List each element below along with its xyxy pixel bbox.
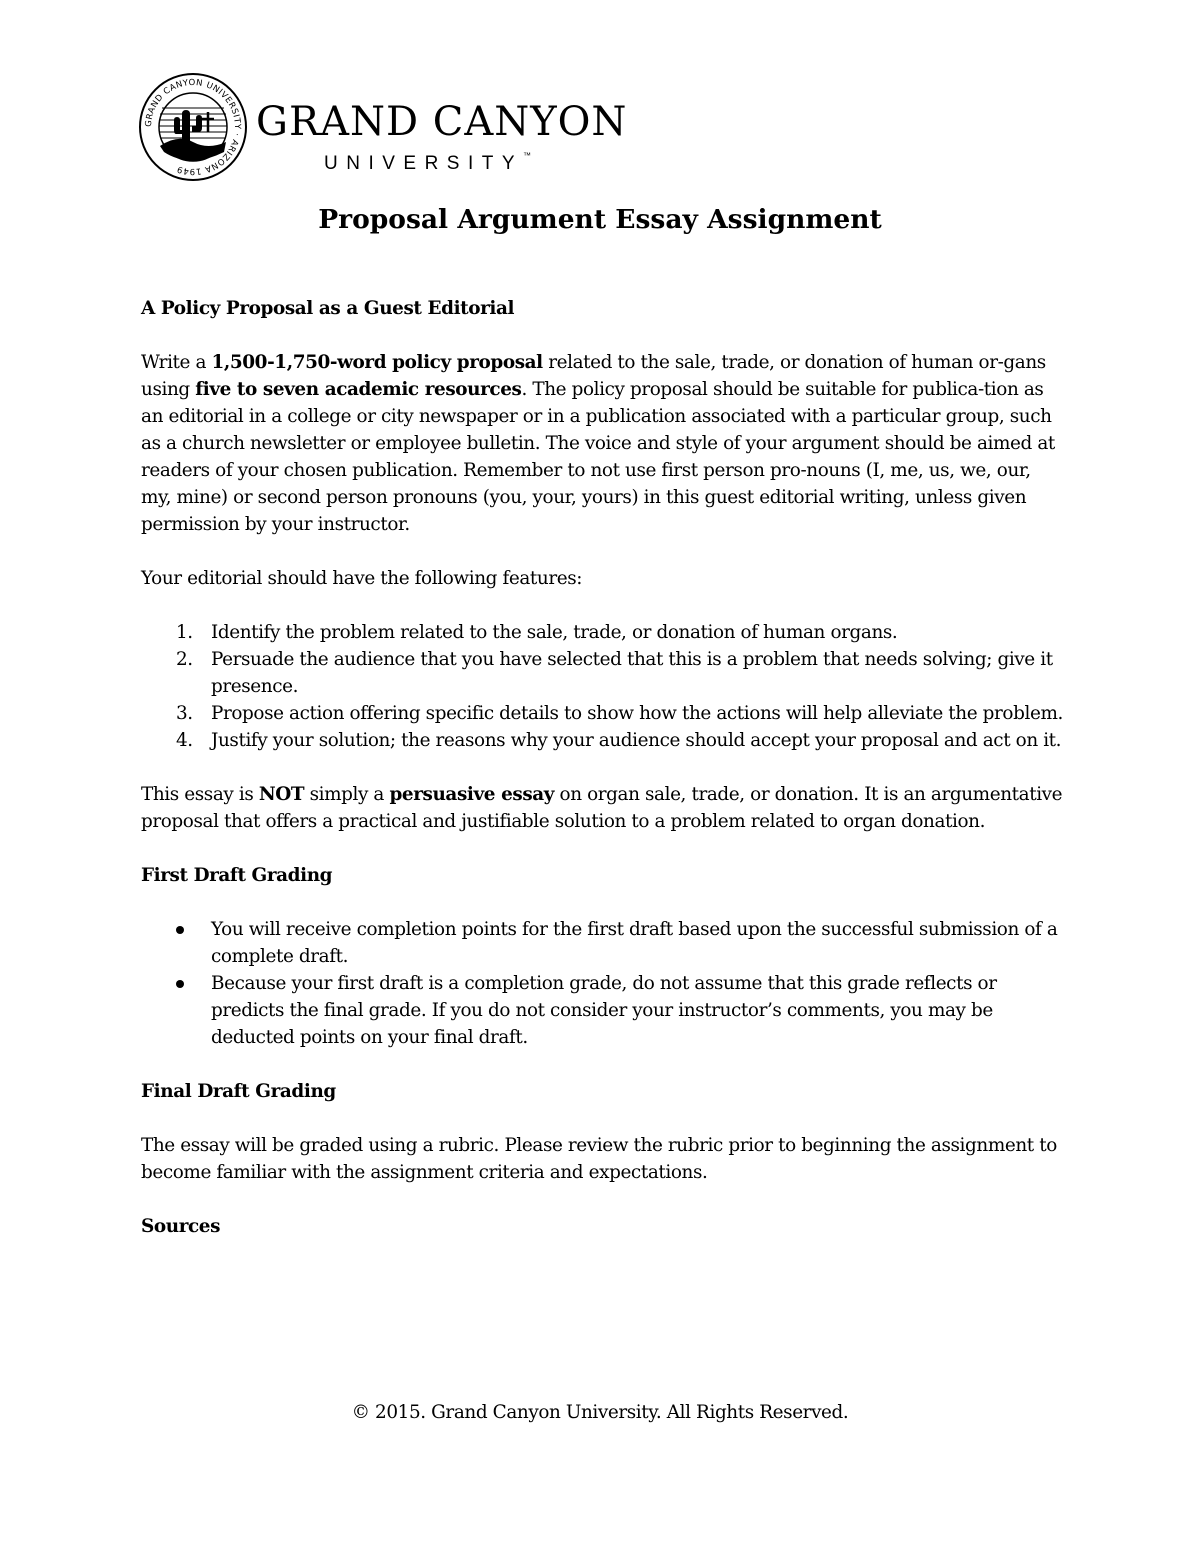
- section-heading-sources: Sources: [141, 1216, 221, 1237]
- list-item: [141, 727, 1066, 754]
- document-body: [141, 295, 1066, 1240]
- intro-text-3: . The policy proposal should be suitable for publica-tion as an editorial in a college or city newspaper or in a publication associated with a particular group, such as a church newsletter or employee bulletin. The voice and style of your argument should be aimed at readers of your chosen publication. Remember to not use first person pro-nouns (I, me, us, we, our, my, mine) or second person pronouns (you, your, yours) in this guest editorial writing, unless given permission by your instructor.: [141, 379, 1055, 535]
- intro-text-2: related to the sale, trade, or donation of human or-gans using: [141, 352, 1046, 400]
- logo-wordmark-top: GRAND CANYON: [256, 99, 628, 145]
- list-item-text: Persuade the audience that you have selected that this is a problem that needs solving; give it presence.: [211, 649, 1053, 697]
- copyright-footer: © 2015. Grand Canyon University. All Rights Reserved.: [351, 1402, 849, 1423]
- section-heading-policy-proposal: A Policy Proposal as a Guest Editorial: [141, 298, 515, 319]
- clarification-text-1: This essay is: [141, 784, 259, 805]
- section-heading-final-draft: Final Draft Grading: [141, 1081, 336, 1102]
- list-item-text: Because your first draft is a completion grade, do not assume that this grade reflects or predicts the final grade. If you do not consider your instructor’s comments, you may be deducted points on your final draft.: [211, 973, 997, 1048]
- bullet-icon: [176, 980, 184, 988]
- list-number: 3.: [176, 703, 193, 724]
- seal-text: GRAND CANYON UNIVERSITY · ARIZONA 1949: [143, 77, 243, 177]
- not-emphasis: NOT: [258, 784, 305, 805]
- list-number: 1.: [176, 622, 193, 643]
- intro-paragraph: [141, 349, 1066, 538]
- section-heading-first-draft: First Draft Grading: [141, 865, 333, 886]
- clarification-text-3: on organ sale, trade, or donation. It is an argumentative proposal that offers a practical and justifiable solution to a problem related to organ donation.: [141, 784, 1063, 832]
- trademark-symbol: ™: [523, 151, 532, 160]
- word-count-emphasis: 1,500-1,750-word policy proposal: [211, 352, 543, 373]
- essay-clarification-paragraph: [141, 781, 1066, 835]
- clarification-text-2: simply a: [304, 784, 390, 805]
- logo-wordmark-bottom: [324, 151, 532, 174]
- list-item: [141, 646, 1066, 700]
- first-draft-bullets: [141, 916, 1066, 1051]
- list-item: [141, 700, 1066, 727]
- features-list: [141, 619, 1066, 754]
- list-item: [141, 970, 1066, 1051]
- logo-university-text: UNIVERSITY: [324, 153, 524, 174]
- list-item: [141, 916, 1066, 970]
- list-item: [141, 619, 1066, 646]
- list-item-text: Identify the problem related to the sale, trade, or donation of human organs.: [211, 622, 898, 643]
- list-number: 4.: [176, 730, 193, 751]
- list-item-text: Propose action offering specific details to show how the actions will help alleviate the problem.: [211, 703, 1063, 724]
- features-intro: Your editorial should have the following features:: [141, 568, 583, 589]
- final-draft-paragraph: The essay will be graded using a rubric. Please review the rubric prior to beginning the assignment to become familiar with the assignment criteria and expectations.: [141, 1135, 1057, 1183]
- intro-text-1: Write a: [141, 352, 212, 373]
- bullet-icon: [176, 926, 184, 934]
- university-seal-icon: [138, 72, 248, 182]
- list-item-text: Justify your solution; the reasons why your audience should accept your proposal and act on it.: [211, 730, 1062, 751]
- resources-emphasis: five to seven academic resources: [195, 379, 522, 400]
- list-item-text: You will receive completion points for the first draft based upon the successful submission of a complete draft.: [211, 919, 1058, 967]
- persuasive-essay-emphasis: persuasive essay: [389, 784, 555, 805]
- list-number: 2.: [176, 649, 193, 670]
- document-title: Proposal Argument Essay Assignment: [318, 204, 882, 235]
- university-logo: [138, 72, 638, 182]
